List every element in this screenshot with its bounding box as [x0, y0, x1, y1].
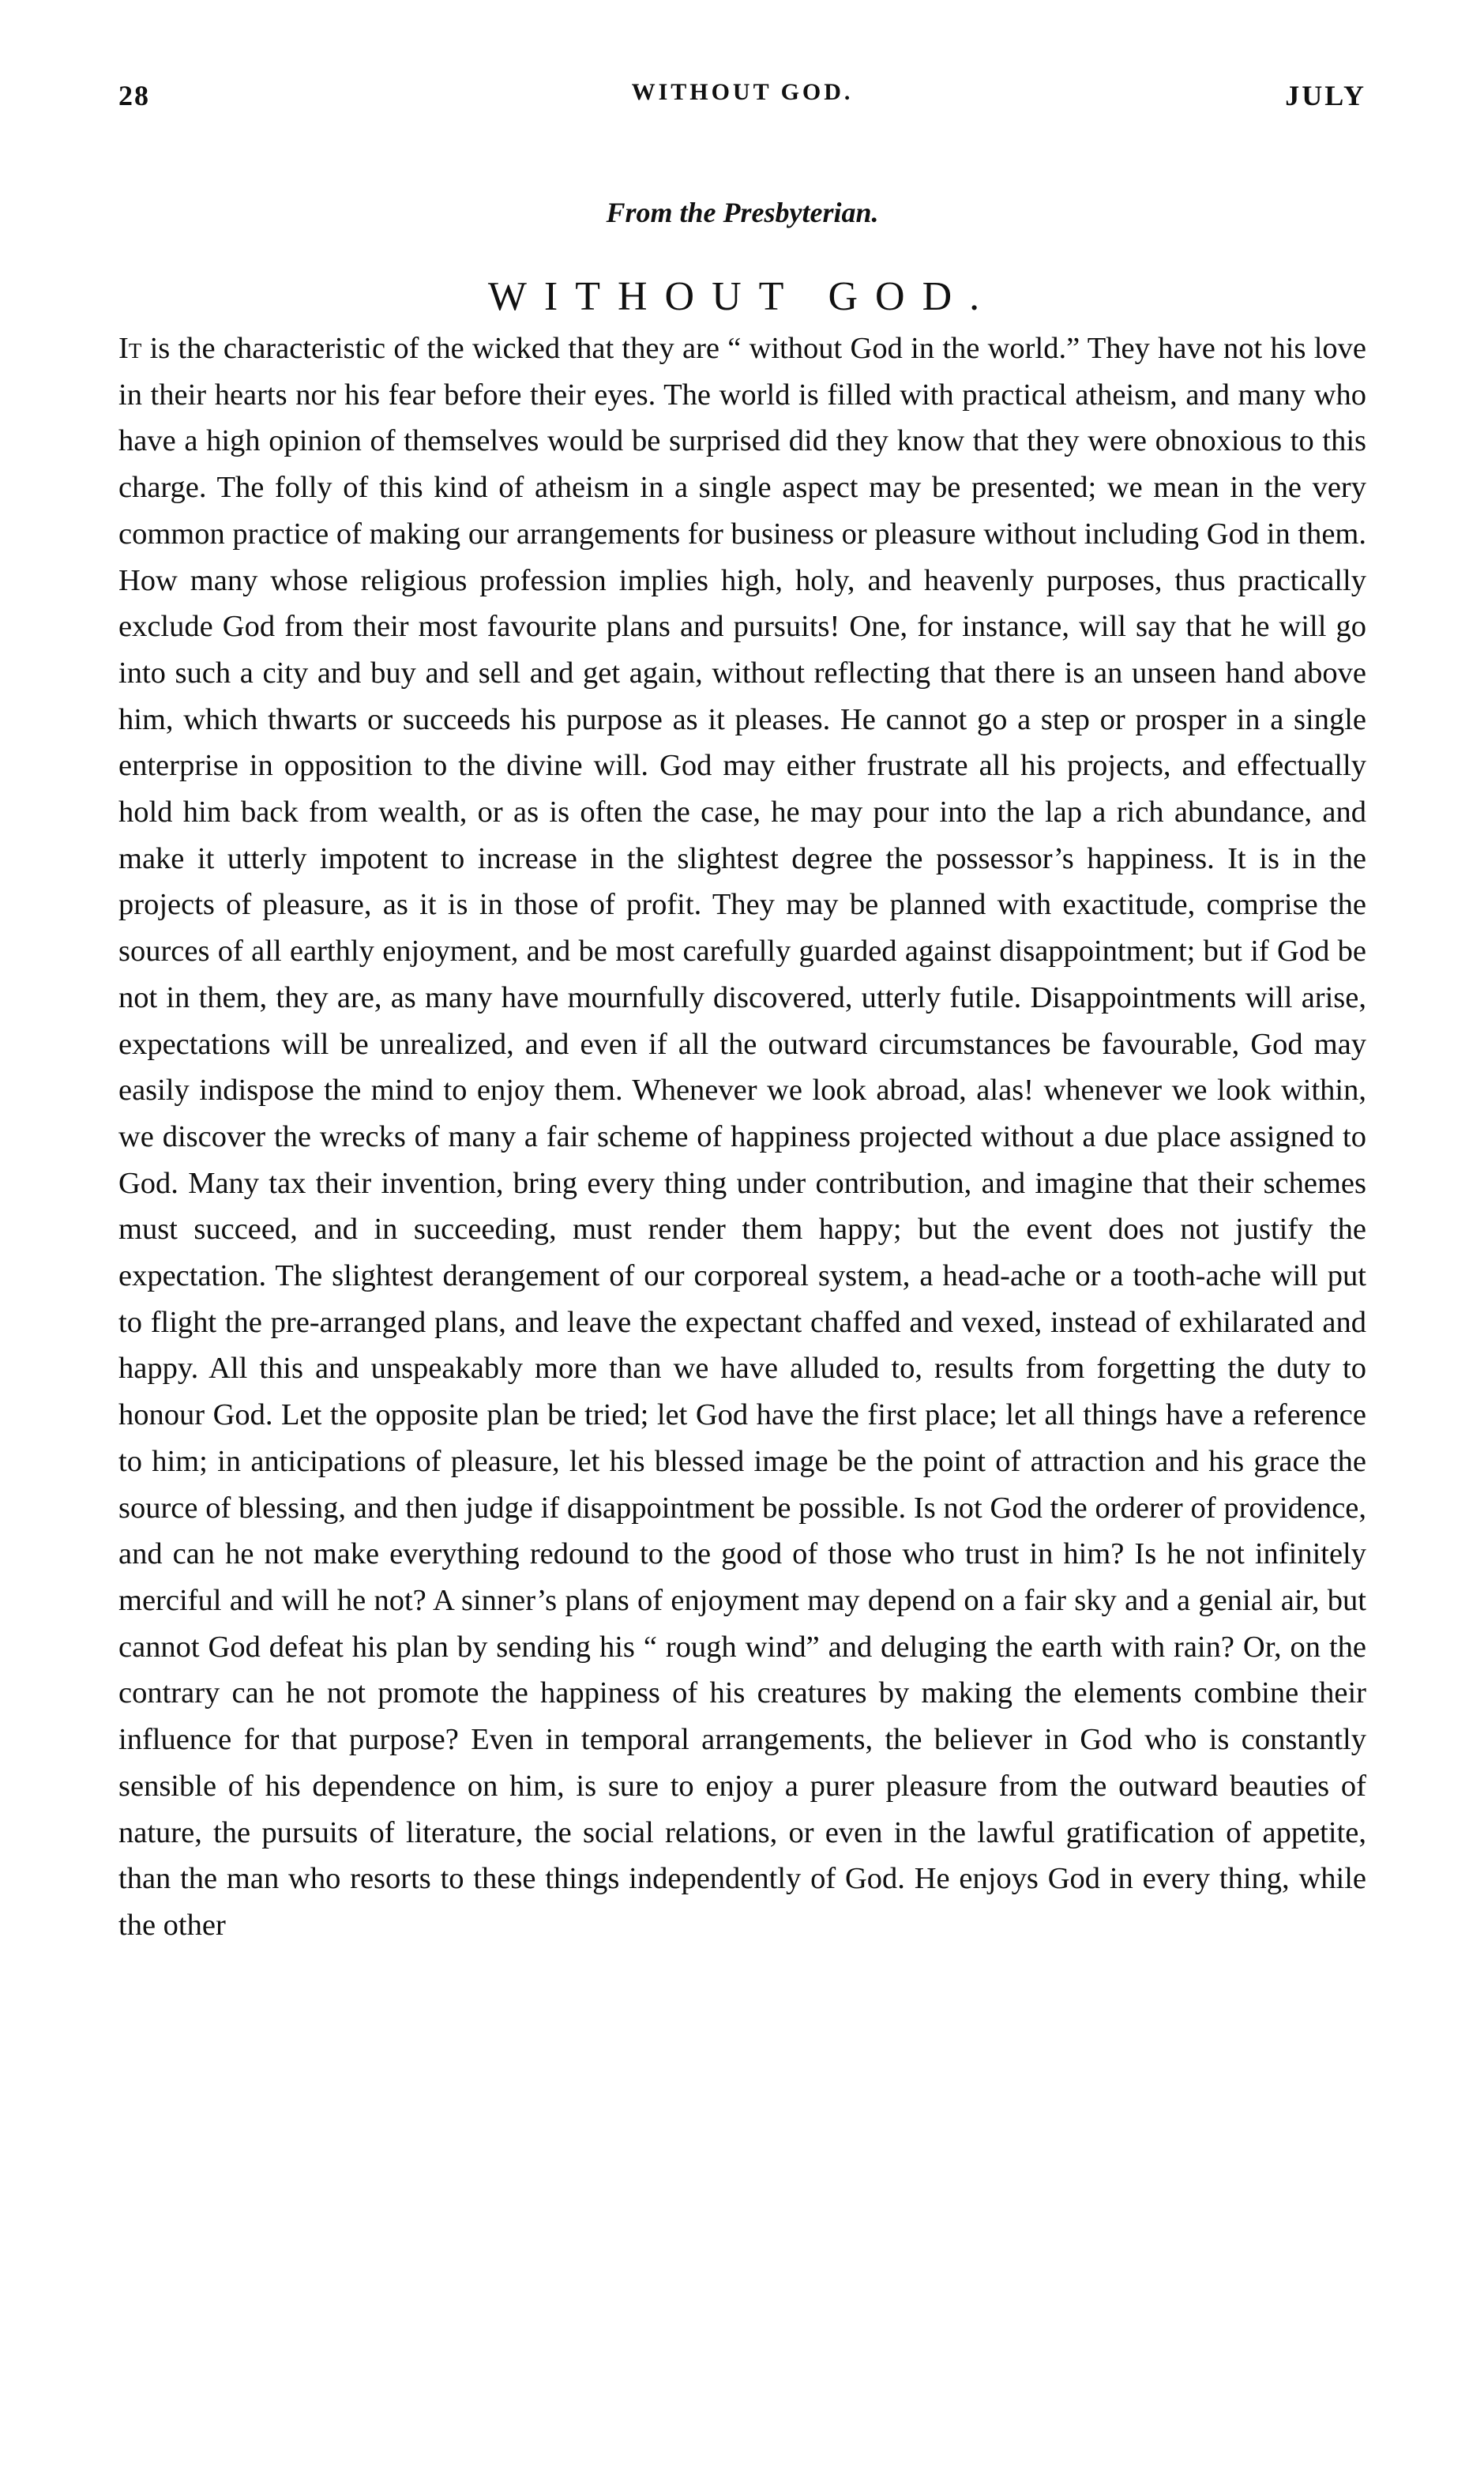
- article-body: [118, 325, 1366, 1949]
- article-title: WITHOUT GOD.: [487, 274, 997, 319]
- article-source: From the Presbyterian.: [606, 197, 879, 228]
- running-head: [118, 79, 1366, 126]
- body-text: is the characteristic of the wicked that they are “ without God in the world.” They have not his love in their hearts nor his fear before their eyes. The world is filled with practical atheism, and many who have a high opinion of themselves would be surprised did they know that they were obnoxious to this charge. The folly of this kind of atheism in a single aspect may be presented; we mean in the very common practice of making our arrangements for business or pleasure without including God in them. How many whose religious profession implies high, holy, and heavenly purposes, thus practically exclude God from their most favourite plans and pursuits! One, for instance, will say that he will go into such a city and buy and sell and get again, without reflecting that there is an unseen hand above him, which thwarts or succeeds his purpose as it pleases. He cannot go a step or prosper in a single enterprise in opposition to the divine will. God may either frustrate all his projects, and effectually hold him back from wealth, or as is often the case, he may pour into the lap a rich abundance, and make it utterly impotent to increase in the slightest degree the possessor’s happiness. It is in the projects of pleasure, as it is in those of profit. They may be planned with exactitude, comprise the sources of all earthly enjoyment, and be most carefully guarded against disappointment; but if God be not in them, they are, as many have mournfully discovered, utterly futile. Disappointments will arise, expectations will be unrealized, and even if all the outward circumstances be favourable, God may easily indispose the mind to enjoy them. Whenever we look abroad, alas! whenever we look within, we discover the wrecks of many a fair scheme of happiness projected without a due place assigned to God. Many tax their invention, bring every thing under contribution, and imagine that their schemes must succeed, and in succeeding, must render them happy; but the event does not justify the expectation. The slightest derangement of our corporeal system, a head-ache or a tooth-ache will put to flight the pre-arranged plans, and leave the expectant chaffed and vexed, instead of exhilarated and happy. All this and unspeakably more than we have alluded to, results from forgetting the duty to honour God. Let the opposite plan be tried; let God have the first place; let all things have a reference to him; in anticipations of pleasure, let his blessed image be the point of attraction and his grace the source of blessing, and then judge if disappointment be possible. Is not God the orderer of providence, and can he not make everything redound to the good of those who trust in him? Is he not infinitely merciful and will he not? A sinner’s plans of enjoyment may depend on a fair sky and a genial air, but cannot God defeat his plan by sending his “ rough wind” and deluging the earth with rain? Or, on the contrary can he not promote the happiness of his creatures by making the elements combine their influence for that purpose? Even in temporal arrangements, the believer in God who is constantly sensible of his dependence on him, is sure to enjoy a purer pleasure from the outward beauties of nature, the pursuits of literature, the social relations, or even in the lawful gratification of appetite, than the man who resorts to these things independently of God. He enjoys God in every thing, while the other: [118, 332, 1367, 1942]
- running-month: JULY: [1285, 80, 1366, 111]
- page-number: 28: [118, 80, 150, 111]
- lead-word: It: [118, 332, 142, 365]
- running-title: WITHOUT GOD.: [631, 79, 854, 105]
- page: [118, 79, 1366, 1949]
